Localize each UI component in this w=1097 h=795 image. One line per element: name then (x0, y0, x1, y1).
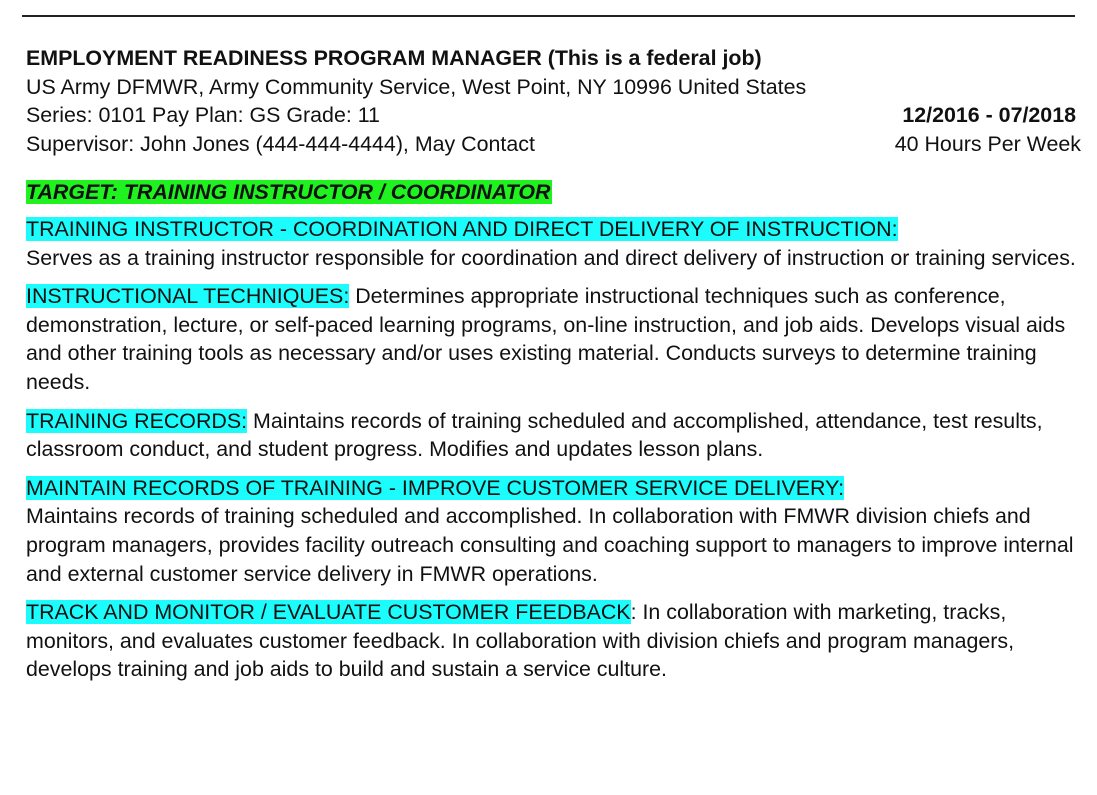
section-body: : In collaboration with marketing, tracks, monitors, and evaluates customer feedback. In collaboration with division chiefs and program managers, develops training and job aids to build and sustain a service culture. (26, 600, 1015, 682)
job-title: EMPLOYMENT READINESS PROGRAM MANAGER (This is a federal job) (26, 46, 762, 70)
section-body: Maintains records of training scheduled and accomplished. In collaboration with FMWR division chiefs and program managers, provides facility outreach consulting and coaching support to managers to improve internal and external customer service delivery in FMWR operations. (26, 504, 1074, 586)
section-heading: INSTRUCTIONAL TECHNIQUES: (26, 284, 350, 309)
section-heading: TRACK AND MONITOR / EVALUATE CUSTOMER FEEDBACK (26, 600, 631, 625)
section-customer-feedback (26, 598, 1076, 684)
section-body: Maintains records of training scheduled and accomplished, attendance, test results, classroom conduct, and student progress. Modifies and updates lesson plans. (26, 408, 1043, 462)
section-training-records (26, 407, 1076, 464)
employer-location: US Army DFMWR, Army Community Service, West Point, NY 10996 United States (26, 74, 807, 99)
section-body: Serves as a training instructor responsible for coordination and direct delivery of instruction or training services. (26, 245, 1076, 270)
section-heading: TRAINING RECORDS: (26, 408, 248, 433)
supervisor-row (26, 130, 1081, 159)
job-entry (26, 44, 1081, 684)
employment-dates: 12/2016 - 07/2018 (902, 103, 1076, 128)
section-training-instructor (26, 215, 1076, 272)
section-heading: MAINTAIN RECORDS OF TRAINING - IMPROVE CUSTOMER SERVICE DELIVERY: (26, 475, 845, 500)
section-heading: TRAINING INSTRUCTOR - COORDINATION AND DIRECT DELIVERY OF INSTRUCTION: (26, 216, 898, 241)
target-line (26, 178, 552, 207)
supervisor-info: Supervisor: John Jones (444-444-4444), May Contact (26, 131, 535, 156)
section-maintain-records (26, 474, 1076, 588)
section-body: Determines appropriate instructional techniques such as conference, demonstration, lecture, or self-paced learning programs, on-line instruction, and job aids. Develops visual aids and other training tools as necessary and/or uses existing material. Conducts surveys to determine training needs. (26, 284, 1066, 394)
section-instructional-techniques (26, 282, 1076, 396)
target-label: TARGET: TRAINING INSTRUCTOR / COORDINATOR (26, 180, 551, 205)
series-row (26, 101, 1076, 130)
hours-per-week: 40 Hours Per Week (894, 131, 1081, 156)
job-series: Series: 0101 Pay Plan: GS Grade: 11 (26, 103, 380, 128)
top-divider (22, 15, 1075, 17)
